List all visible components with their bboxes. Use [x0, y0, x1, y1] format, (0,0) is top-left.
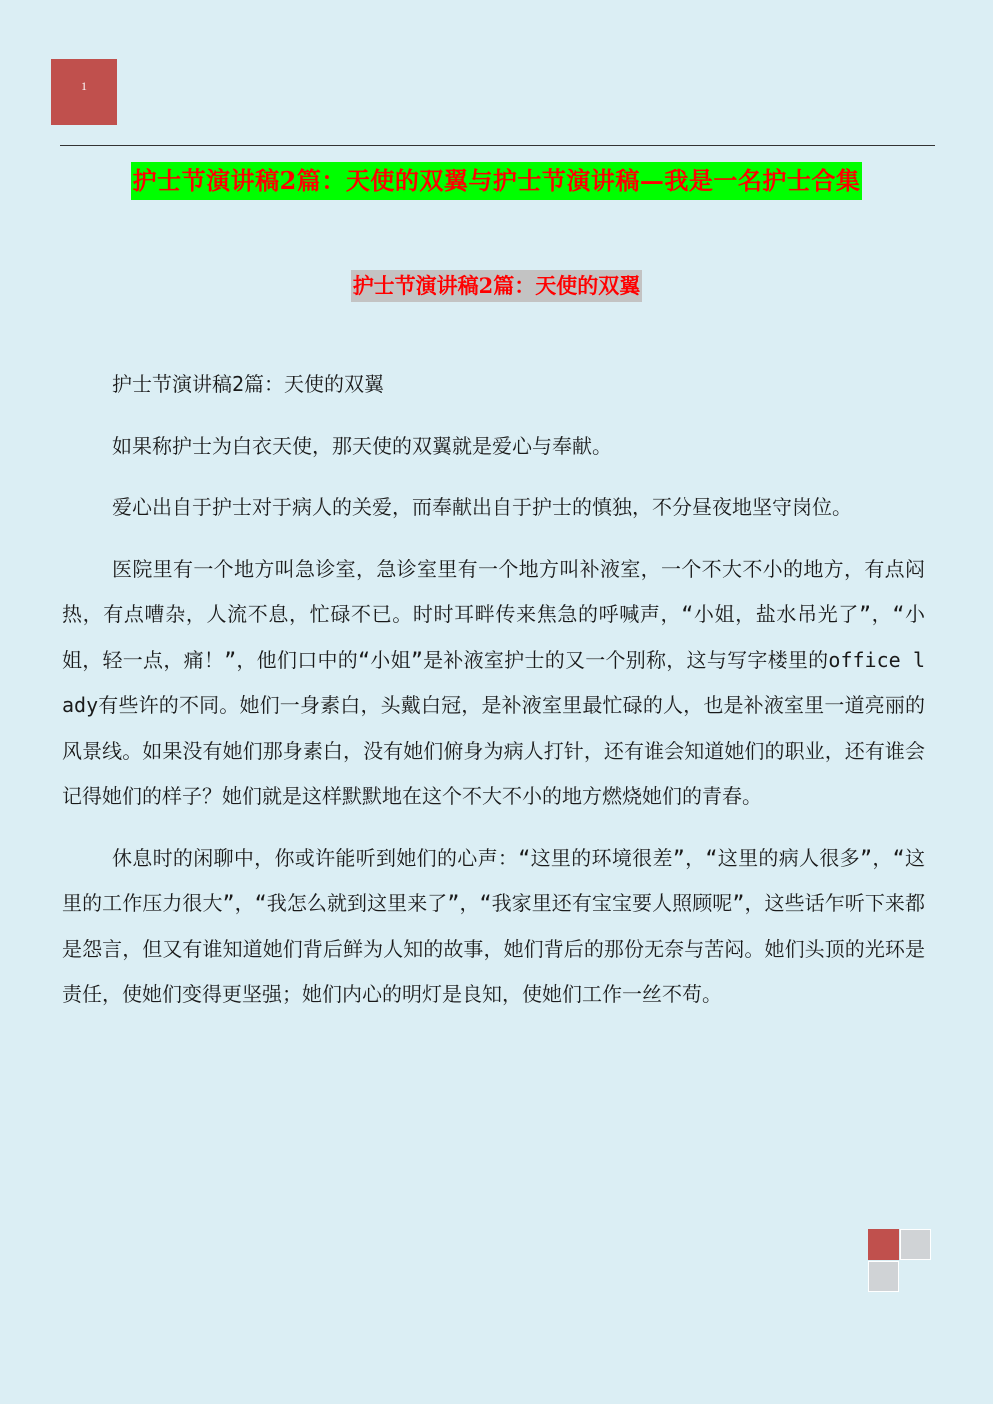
document-title: 护士节演讲稿2篇：天使的双翼与护士节演讲稿—我是一名护士合集 [131, 162, 863, 200]
header-divider [60, 145, 935, 146]
paragraph: 爱心出自于护士对于病人的关爱，而奉献出自于护士的慎独，不分昼夜地坚守岗位。 [112, 495, 852, 519]
document-title-row [0, 162, 993, 200]
corner-decoration-gray [900, 1229, 931, 1260]
paragraph: 如果称护士为白衣天使，那天使的双翼就是爱心与奉献。 [112, 433, 612, 458]
paragraph: 医院里有一个地方叫急诊室，急诊室里有一个地方叫补液室，一个不大不小的地方，有点闷热，有点嘈杂，人流不息，忙碌不已。时时耳畔传来焦急的呼喊声，“小姐，盐水吊光了”，“小姐，轻一点，痛！”，他们口中的“小姐”是补液室护士的又一个别称，这与写字楼里的office lady有些许的不同。她们一身素白，头戴白冠，是补液室里最忙碌的人，也是补液室里一道亮丽的风景线。如果没有她们那身素白，没有她们俯身为病人打针，还有谁会知道她们的职业，还有谁会记得她们的样子？她们就是这样默默地在这个不大不小的地方燃烧她们的青春。 [62, 556, 925, 808]
paragraph: 护士节演讲稿2篇：天使的双翼 [112, 372, 385, 396]
section-title-row [0, 270, 993, 302]
corner-decoration-gray [868, 1261, 899, 1292]
paragraph: 休息时的闲聊中，你或许能听到她们的心声：“这里的环境很差”，“这里的病人很多”，“这里的工作压力很大”，“我怎么就到这里来了”，“我家里还有宝宝要人照顾呢”，这些话乍听下来都是怨言，但又有谁知道她们背后鲜为人知的故事，她们背后的那份无奈与苦闷。她们头顶的光环是责任，使她们变得更坚强；她们内心的明灯是良知，使她们工作一丝不苟。 [62, 845, 925, 1006]
document-body [62, 362, 925, 1034]
page-number-badge [51, 59, 117, 125]
corner-decoration-red [868, 1229, 899, 1260]
page-number: 1 [81, 79, 87, 93]
section-title: 护士节演讲稿2篇：天使的双翼 [351, 270, 643, 302]
